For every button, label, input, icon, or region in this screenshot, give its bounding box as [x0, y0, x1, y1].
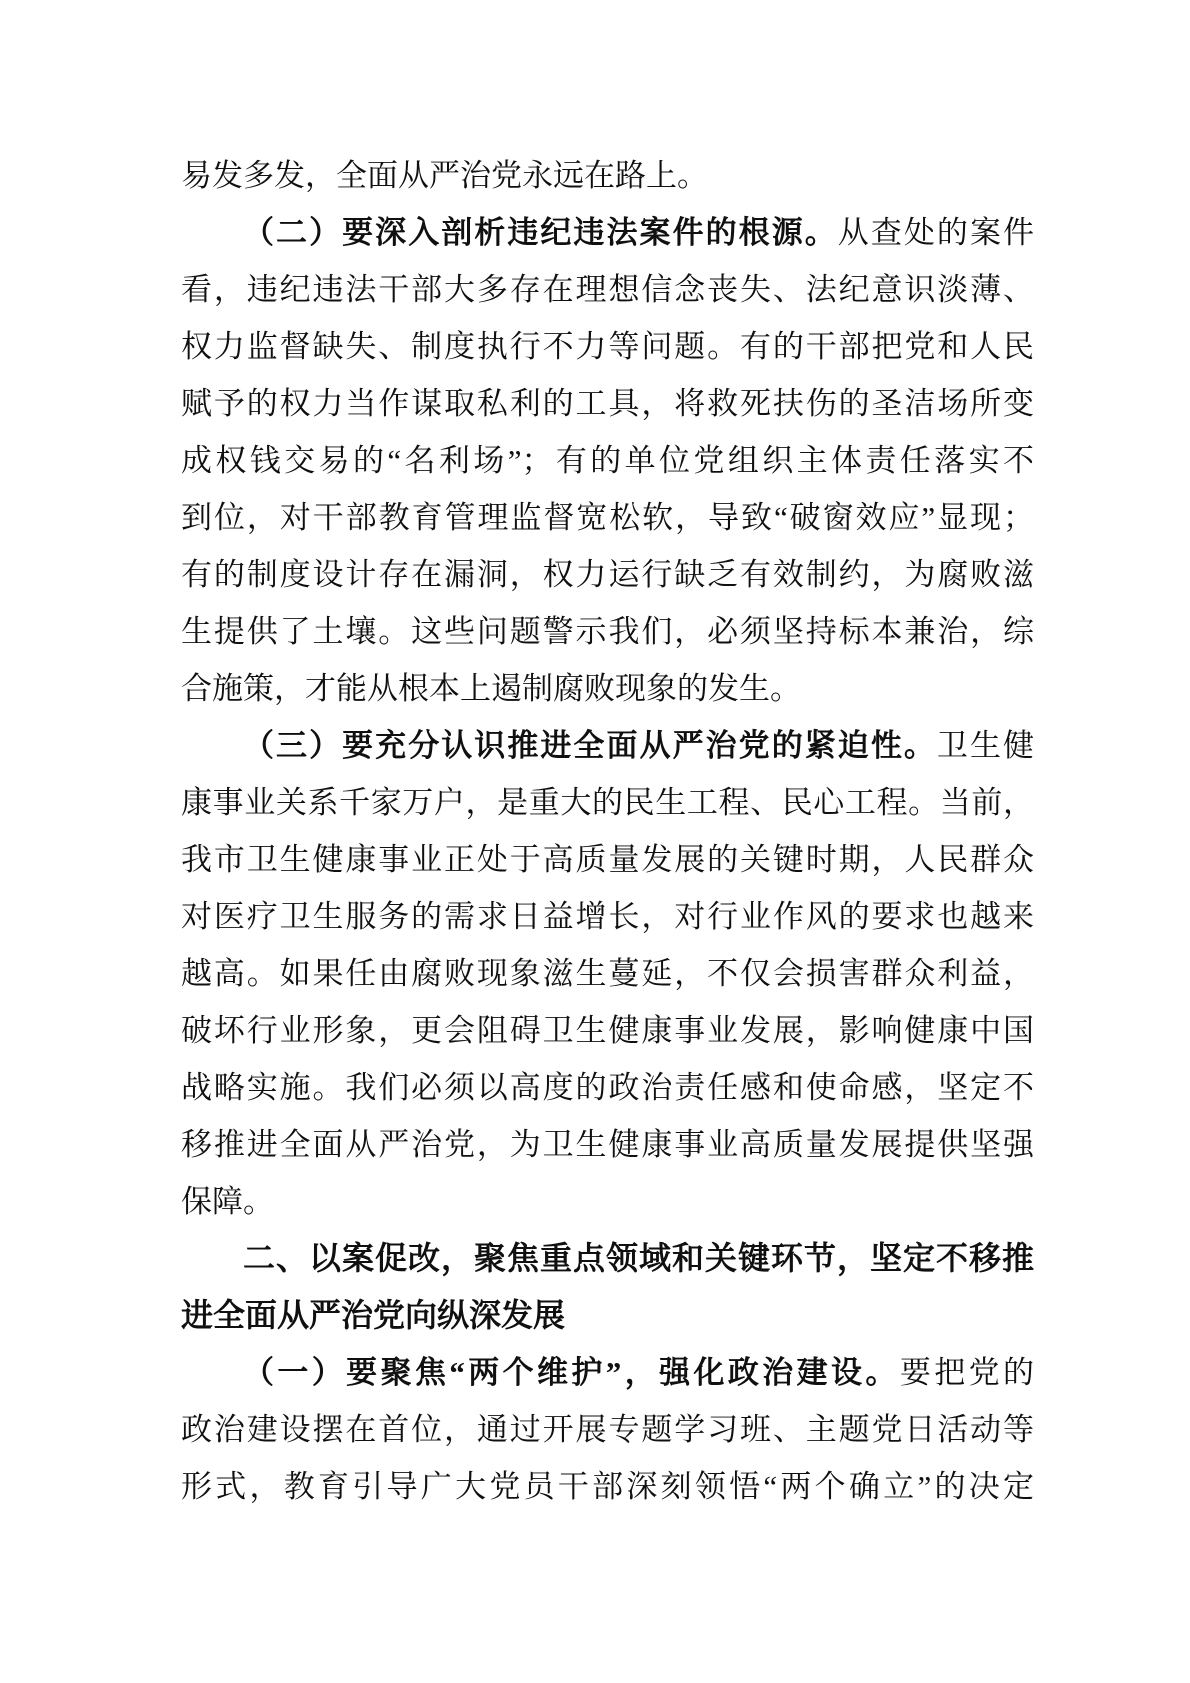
- section-2-heading-line: [181, 1287, 1034, 1344]
- para-3-line: [181, 1173, 1034, 1230]
- para-3-line: [181, 888, 1034, 945]
- body-text: 形式，教育引导广大党员干部深刻领悟“两个确立”的决定: [181, 1469, 1034, 1504]
- body-text: 保障。: [181, 1184, 274, 1219]
- para-3-lead-line: [181, 717, 1034, 774]
- para-3-line: [181, 1002, 1034, 1059]
- body-text: 移推进全面从严治党，为卫生健康事业高质量发展提供坚强: [181, 1127, 1034, 1162]
- para-2-lead-line: [181, 204, 1034, 261]
- body-text: 赋予的权力当作谋取私利的工具，将救死扶伤的圣洁场所变: [181, 386, 1034, 421]
- emphasis-text: （三）要充分认识推进全面从严治党的紧迫性。: [243, 728, 937, 763]
- para-2-line: [181, 546, 1034, 603]
- body-text: 有的制度设计存在漏洞，权力运行缺乏有效制约，为腐败滋: [181, 557, 1034, 592]
- body-text: 要把党的: [899, 1355, 1035, 1390]
- para-3-line: [181, 1116, 1034, 1173]
- para-2-line: [181, 603, 1034, 660]
- body-text: 战略实施。我们必须以高度的政治责任感和使命感，坚定不: [181, 1070, 1034, 1105]
- body-text: 合施策，才能从根本上遏制腐败现象的发生。: [181, 671, 801, 706]
- para-2-line: [181, 375, 1034, 432]
- body-text: 从查处的案件: [837, 215, 1034, 250]
- body-text: 越高。如果任由腐败现象滋生蔓延，不仅会损害群众利益，: [181, 956, 1034, 991]
- para-2-line: [181, 489, 1034, 546]
- para-2-line: [181, 432, 1034, 489]
- emphasis-text: （二）要深入剖析违纪违法案件的根源。: [243, 215, 838, 250]
- body-text: 看，违纪违法干部大多存在理想信念丧失、法纪意识淡薄、: [181, 272, 1034, 307]
- para-2-line: [181, 261, 1034, 318]
- para-3-line: [181, 945, 1034, 1002]
- body-text: 康事业关系千家万户，是重大的民生工程、民心工程。当前，: [181, 785, 1034, 820]
- emphasis-text: 二、以案促改，聚焦重点领域和关键环节，坚定不移推: [243, 1240, 1034, 1276]
- body-text: 成权钱交易的“名利场”；有的单位党组织主体责任落实不: [181, 443, 1034, 478]
- body-text: 权力监督缺失、制度执行不力等问题。有的干部把党和人民: [181, 329, 1034, 364]
- body-text: 到位，对干部教育管理监督宽松软，导致“破窗效应”显现；: [181, 500, 1034, 535]
- body-text: 对医疗卫生服务的需求日益增长，对行业作风的要求也越来: [181, 899, 1034, 934]
- body-text: 生提供了土壤。这些问题警示我们，必须坚持标本兼治，综: [181, 614, 1034, 649]
- body-text: 卫生健: [936, 728, 1035, 763]
- section-2-heading-line: [181, 1230, 1034, 1287]
- body-text: 政治建设摆在首位，通过开展专题学习班、主题党日活动等: [181, 1412, 1034, 1447]
- para-2-line: [181, 318, 1034, 375]
- para-2-line: [181, 660, 1034, 717]
- para-3-line: [181, 1059, 1034, 1116]
- para-3-line: [181, 831, 1034, 888]
- emphasis-text: （一）要聚焦“两个维护”，强化政治建设。: [243, 1355, 900, 1390]
- body-text: 易发多发，全面从严治党永远在路上。: [181, 158, 708, 193]
- emphasis-text: 进全面从严治党向纵深发展: [181, 1297, 566, 1333]
- document-body: [181, 147, 1034, 1515]
- body-text: 我市卫生健康事业正处于高质量发展的关键时期，人民群众: [181, 842, 1034, 877]
- para-4-line: [181, 1458, 1034, 1515]
- body-text: 破坏行业形象，更会阻碍卫生健康事业发展，影响健康中国: [181, 1013, 1034, 1048]
- para-3-line: [181, 774, 1034, 831]
- para-4-line: [181, 1401, 1034, 1458]
- para-4-lead-line: [181, 1344, 1034, 1401]
- para-1-line: [181, 147, 1034, 204]
